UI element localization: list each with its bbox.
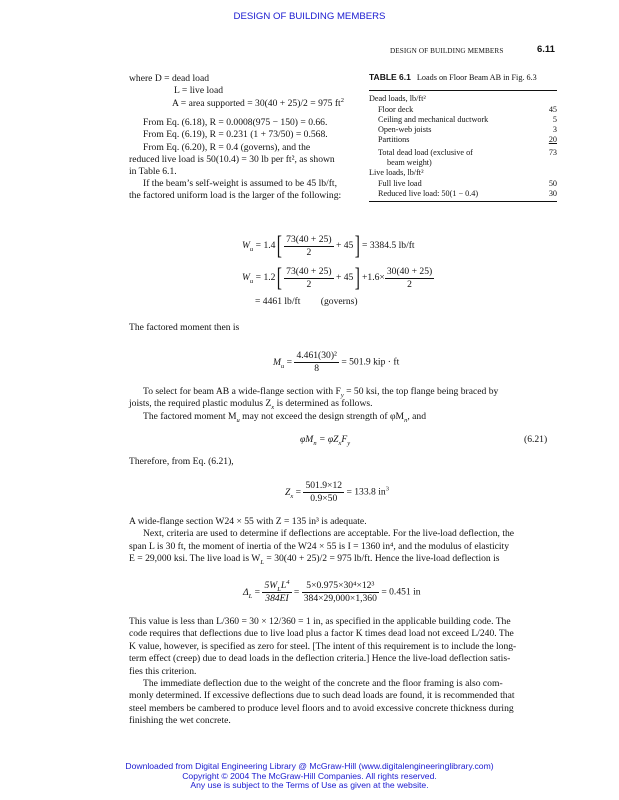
table-label: TABLE 6.1 (369, 72, 411, 82)
wu2-numerator: 73(40 + 25) (286, 265, 332, 277)
reduction-paragraph-cont (129, 154, 357, 179)
mu-numerator: 4.461(30)² (296, 350, 337, 361)
criteria-line-4: term effect (creep) due to dead loads in the deflection criteria.] Hence the live-load deflection satis- (129, 653, 511, 665)
wu1-plus-self-weight: + 45 (335, 240, 354, 252)
wu-symbol: $W_u$ (242, 240, 254, 254)
table-row (369, 115, 557, 125)
where-block (129, 73, 357, 110)
mu-denominator: 8 (314, 363, 320, 374)
table-cell-value: 45 (548, 104, 557, 114)
table-caption-text: Loads on Floor Beam AB in Fig. 6.3 (416, 73, 537, 82)
criteria-line-5: fies this criterion. (129, 665, 197, 677)
table-cell-label: Ceiling and mechanical ductwork (378, 114, 489, 124)
left-bracket: [ (277, 231, 283, 260)
deflection-fraction-symbolic (262, 580, 291, 605)
live-loads-heading: Live loads, lb/ft² (369, 168, 424, 178)
governs-note: (governs) (320, 296, 358, 307)
right-bracket: ] (355, 231, 361, 260)
self-weight-line-2: the factored uniform load is the larger of the following: (129, 190, 342, 202)
deflection-line-3: E = 29,000 ksi. The live load is $W_L = 30(40 + 25)/2 = 975$ lb/ft. Hence the live-load deflection is (129, 553, 500, 567)
wu2-denominator: 2 (306, 278, 312, 290)
criteria-paragraph (129, 616, 558, 728)
deflection-result: = 0.451 in (381, 586, 421, 598)
download-footer (0, 762, 619, 791)
deflection-equation: $\Delta_L$ = $\frac{5W_LL^4}{384EI}$ = $\frac{\text{5×0.975×30⁴×12³}}{384\times 29,000\times 1,360}$ = 0.451 in (243, 578, 421, 604)
wu2-live-denominator: 2 (407, 278, 412, 290)
footer-download-link[interactable]: Downloaded from Digital Engineering Library @ McGraw-Hill (www.digitalengineeringlibrary.com) (125, 761, 494, 771)
deflection-line-1: Next, criteria are used to determine if deflections are acceptable. For the live-load deflection, the (143, 528, 515, 540)
table-cell-label: Reduced live load: 50(1 − 0.4) (378, 188, 479, 198)
table-cell-label: Full live load (378, 178, 422, 188)
table-6-1 (369, 72, 557, 202)
wu2-live-factor: +1.6× (362, 272, 385, 284)
zx-denominator: 0.9×50 (310, 493, 338, 504)
deflection-numerator-numeric: 5×0.975×30⁴×12³ (302, 580, 379, 593)
table-cell-label: Open-web joists (378, 125, 432, 135)
camber-line-2: monly determined. If excessive deflections due to such dead loads are found, it is recommended that (129, 690, 515, 702)
self-weight-paragraph (129, 178, 357, 203)
running-head: DESIGN OF BUILDING MEMBERS (390, 47, 504, 55)
wu-governing-value: = 4461 lb/ft (255, 296, 301, 307)
right-bracket-2: ] (355, 263, 361, 292)
zx-equation: $Z_x$ = $\frac{501.9\times 12}{0.9\times 50}$ = 133.8 $in^3$ (285, 480, 389, 504)
table-caption (369, 72, 557, 83)
wu1-fraction (284, 234, 333, 259)
reduction-paragraph (129, 117, 357, 154)
wu2-live-numerator: 30(40 + 25) (386, 265, 433, 277)
mu-equation: $M_u$ = $\frac{\text{4.461(30)²}}{8}$ = 501.9 kip · ft (273, 350, 400, 374)
table-row (369, 105, 557, 115)
deflection-denominator-symbolic: 384EI (265, 593, 289, 604)
table-ref-line: in Table 6.1. (129, 166, 177, 178)
wu1-numerator: 73(40 + 25) (286, 233, 332, 245)
criteria-line-2: code requires that deflections due to live load plus a factor K times dead load not exceed L/240. The (129, 628, 514, 640)
wu2-live-fraction (385, 266, 434, 291)
mu-symbol: $M_u$ (273, 356, 285, 370)
camber-line-4: finishing the wet concrete. (129, 715, 231, 727)
table-row (369, 135, 557, 145)
where-line-live: L = live load (174, 85, 224, 97)
total-dead-value: 73 (548, 147, 557, 157)
where-line-area-text: A = area supported = 30(40 + 25)/2 = 975 ft (172, 97, 341, 109)
live-loads-rows (369, 179, 557, 200)
dead-loads-rows (369, 105, 557, 146)
criteria-line-3: K value, however, is specified as zero for steel. [The intent of this requirement is to include the long- (129, 640, 517, 652)
wu2-coefficient: = 1.2 (255, 272, 276, 284)
deflection-numerator-symbolic: $5W_LL^4$ (264, 578, 290, 593)
total-dead-label: Total dead load (exclusive of (378, 147, 473, 157)
table-cell-value: 50 (548, 178, 557, 188)
equation-6-21: $\varphi M_n = \varphi Z_xF_y$ (300, 434, 351, 447)
wu-governs-line (255, 296, 358, 308)
deflection-line-2: span L is 30 ft, the moment of inertia of the W24 × 55 is I = 1360 in⁴, and the modulus of elasticity (129, 540, 509, 552)
camber-line-1: The immediate deflection due to the weight of the concrete and the floor framing is also com- (143, 678, 503, 690)
wu-equation-2 (242, 265, 434, 291)
where-line-area: A = area supported = 30(40 + 25)/2 = 975 $ft^2$ (172, 96, 344, 109)
footer-copyright: Copyright © 2004 The McGraw-Hill Companies. All rights reserved. (182, 770, 437, 781)
moment-limit-line: The factored moment $M_u$ may not exceed the design strength of $\varphi M_n$, and (143, 410, 426, 424)
table-row (369, 125, 557, 135)
therefore-line: Therefore, from Eq. (6.21), (129, 456, 234, 467)
deflection-paragraph (129, 516, 558, 566)
deflection-denominator-numeric: 384×29,000×1,360 (303, 593, 377, 604)
total-dead-label-cont: beam weight) (387, 158, 432, 168)
table-top-rule (369, 90, 557, 91)
page-number: 6.11 (537, 44, 555, 55)
eq-6-20-line: From Eq. (6.20), R = 0.4 (governs), and the (143, 141, 311, 153)
download-banner-title: DESIGN OF BUILDING MEMBERS (233, 11, 386, 22)
dead-loads-heading: Dead loads, lb/ft² (369, 94, 426, 104)
reduced-live-line: reduced live load is 50(10.4) = 30 lb per ft², as shown (129, 154, 335, 165)
table-cell-value: 20 (548, 135, 557, 145)
table-row-total-dead (369, 148, 557, 158)
criteria-line-1: This value is less than L/360 = 30 × 12/360 = 1 in, as specified in the applicable building code. The (129, 616, 511, 627)
wu-symbol-2: $W_u$ (242, 272, 254, 286)
selection-paragraph (129, 386, 558, 423)
table-bottom-rule (369, 201, 557, 202)
moment-intro: The factored moment then is (129, 322, 240, 333)
table-cell-label: Floor deck (378, 104, 414, 114)
eq-6-19-line: From Eq. (6.19), R = 0.231 (1 + 73/50) = 0.568. (143, 129, 328, 141)
mu-result: = 501.9 kip · ft (341, 356, 400, 368)
section-choice-line: A wide-flange section W24 × 55 with Z = 135 in³ is adequate. (129, 516, 367, 527)
wu2-plus-self-weight: + 45 (335, 272, 354, 284)
table-cell-label: Partitions (378, 135, 410, 145)
zx-fraction (303, 480, 344, 505)
zx-numerator: 501.9×12 (305, 480, 343, 491)
selection-line-1: To select for beam AB a wide-flange section with $F_y = 50$ ksi, the top flange being braced by (143, 386, 499, 399)
wu1-coefficient: = 1.4 (255, 240, 276, 252)
eq-6-18-line: From Eq. (6.18), R = 0.0008(975 − 150) = 0.66. (143, 117, 328, 128)
selection-line-2: joists, the required plastic modulus $Z_x$ is determined as follows. (129, 398, 373, 412)
left-bracket-2: [ (277, 263, 283, 292)
wu2-fraction (284, 266, 333, 291)
table-row (369, 189, 557, 199)
mu-fraction (294, 350, 338, 375)
table-cell-value: 30 (548, 188, 557, 198)
where-line-dead: where D = dead load (129, 73, 209, 84)
footer-terms[interactable]: Any use is subject to the Terms of Use as given at the website. (190, 780, 429, 791)
wu1-result: = 3384.5 lb/ft (362, 240, 415, 252)
camber-line-3: steel members be cambered to produce level floors and to avoid excessive concrete thickness during (129, 702, 514, 714)
wu-equation-1 (242, 233, 415, 259)
deflection-fraction-numeric (302, 580, 379, 605)
zx-result: = 133.8 in (346, 486, 386, 498)
zx-symbol: $Z_x$ (285, 486, 294, 500)
table-cell-value: 3 (552, 125, 557, 135)
delta-symbol: $\Delta_L$ (243, 586, 253, 600)
self-weight-line-1: If the beam’s self-weight is assumed to be 45 lb/ft, (143, 178, 337, 189)
equation-6-21-label: (6.21) (524, 434, 548, 445)
table-row (369, 179, 557, 189)
wu1-denominator: 2 (306, 246, 312, 258)
table-cell-value: 5 (552, 114, 557, 124)
